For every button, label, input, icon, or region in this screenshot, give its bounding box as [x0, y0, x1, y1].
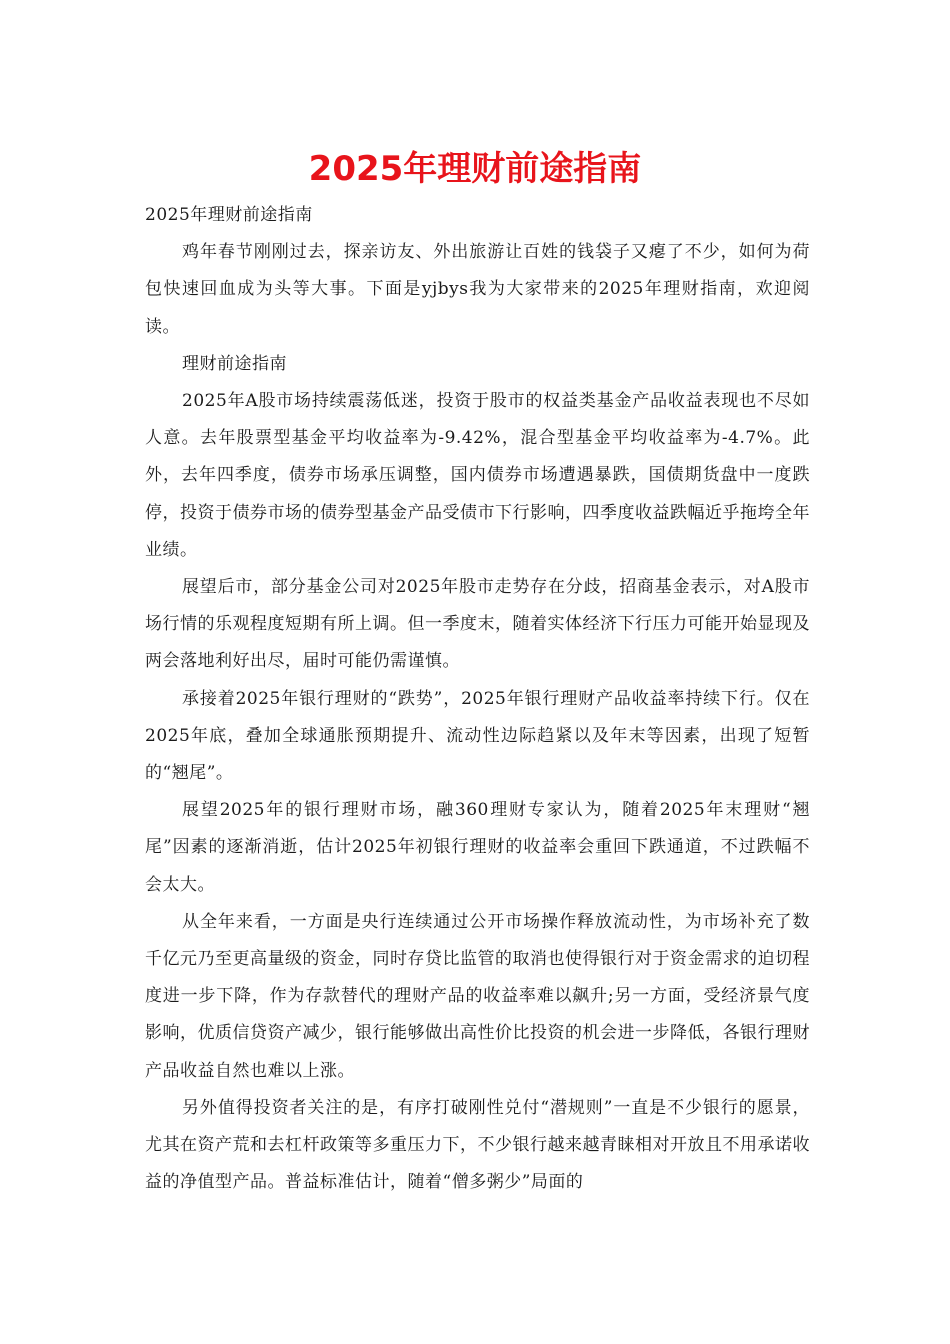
paragraph: 承接着2025年银行理财的“跌势”，2025年银行理财产品收益率持续下行。仅在2025年底，叠加全球通胀预期提升、流动性边际趋紧以及年末等因素，出现了短暂的“翘尾”。 — [145, 688, 810, 784]
document-title: 2025年理财前途指南 — [308, 149, 642, 189]
paragraph: 另外值得投资者关注的是，有序打破刚性兑付“潜规则”一直是不少银行的愿景，尤其在资产荒和去杠杆政策等多重压力下，不少银行越来越青睐相对开放且不用承诺收益的净值型产品。普益标准估计，随着“僧多粥少”局面的 — [145, 1097, 810, 1193]
paragraph: 鸡年春节刚刚过去，探亲访友、外出旅游让百姓的钱袋子又瘪了不少，如何为荷包快速回血成为头等大事。下面是yjbys我为大家带来的2025年理财指南，欢迎阅读。 — [145, 242, 810, 337]
paragraph-subtitle: 2025年理财前途指南 — [145, 205, 313, 225]
paragraph: 从全年来看，一方面是央行连续通过公开市场操作释放流动性，为市场补充了数千亿元乃至更高量级的资金，同时存贷比监管的取消也使得银行对于资金需求的迫切程度进一步下降，作为存款替代的理财产品的收益率难以飙升;另一方面，受经济景气度影响，优质信贷资产减少，银行能够做出高性价比投资的机会进一步降低，各银行理财产品收益自然也难以上涨。 — [145, 911, 810, 1081]
document-body — [145, 197, 810, 1201]
paragraph: 展望后市，部分基金公司对2025年股市走势存在分歧，招商基金表示，对A股市场行情的乐观程度短期有所上调。但一季度末，随着实体经济下行压力可能开始显现及两会落地利好出尽，届时可能仍需谨慎。 — [145, 577, 810, 672]
section-heading: 理财前途指南 — [182, 353, 287, 374]
paragraph: 2025年A股市场持续震荡低迷，投资于股市的权益类基金产品收益表现也不尽如人意。去年股票型基金平均收益率为-9.42%，混合型基金平均收益率为-4.7%。此外，去年四季度，债券市场承压调整，国内债券市场遭遇暴跌，国债期货盘中一度跌停，投资于债券市场的债券型基金产品受债市下行影响，四季度收益跌幅近乎拖垮全年业绩。 — [145, 391, 810, 560]
paragraph: 展望2025年的银行理财市场，融360理财专家认为，随着2025年末理财“翘尾”因素的逐渐消逝，估计2025年初银行理财的收益率会重回下跌通道，不过跌幅不会太大。 — [145, 800, 810, 895]
